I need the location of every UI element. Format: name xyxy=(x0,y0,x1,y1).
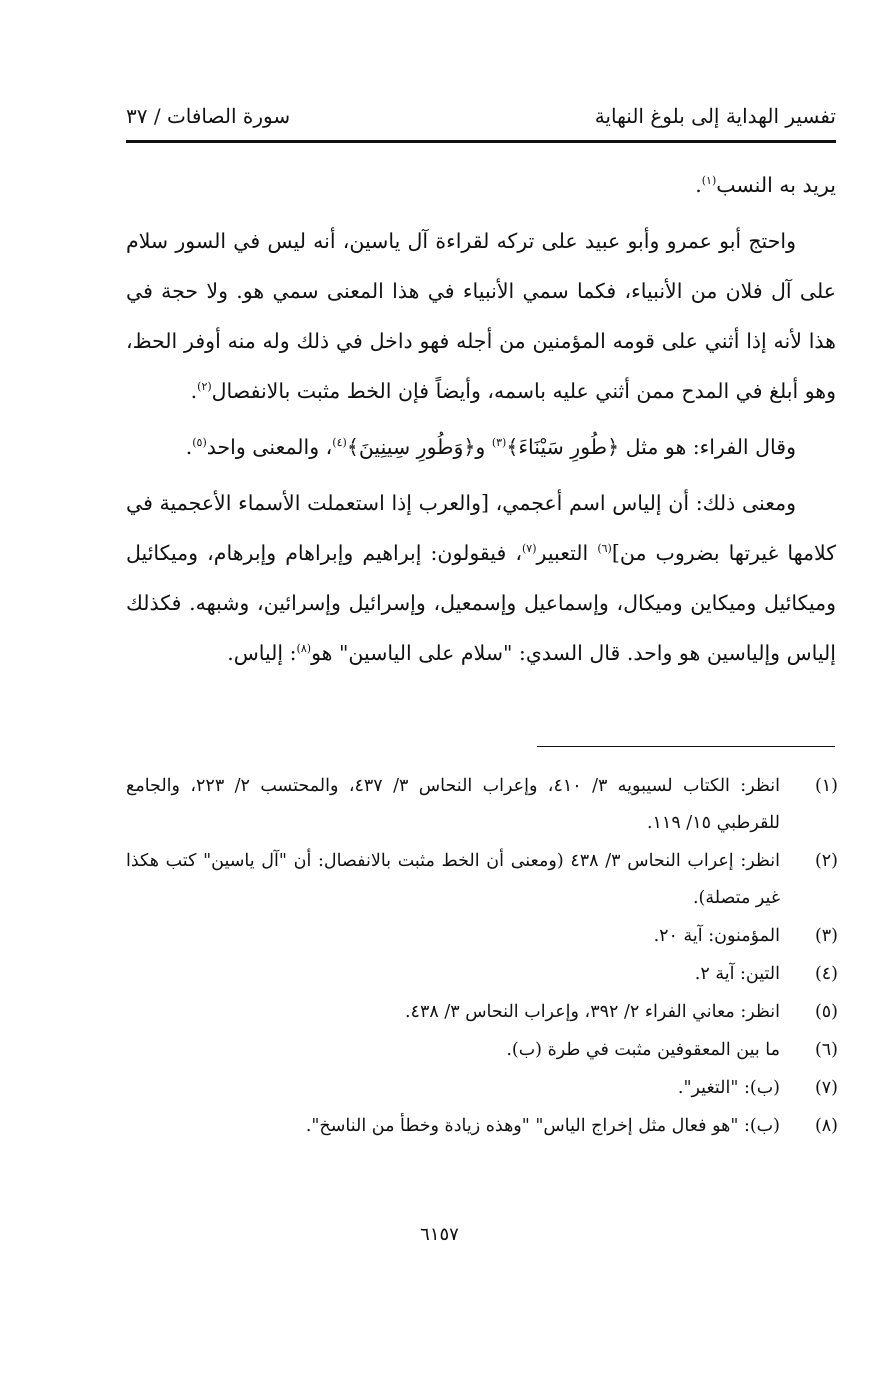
footnote-item xyxy=(126,994,838,1031)
paragraph-text: ومعنى ذلك: أن إلياس اسم أعجمي، [والعرب إذا استعملت الأسماء الأعجمية في كلامها غيرتها بضروب من] xyxy=(126,491,837,565)
footnote-item xyxy=(126,918,838,955)
footnote-item xyxy=(126,1108,838,1145)
paragraph-text: يريد به النسب xyxy=(716,173,836,197)
paragraph-text: وقال الفراء: هو مثل ﴿طُورِ سَيْنَاءَ﴾ xyxy=(506,435,796,459)
footnote-item xyxy=(126,1070,838,1107)
paragraph-3 xyxy=(126,422,836,472)
paragraph-text: واحتج أبو عمرو وأبو عبيد على تركه لقراءة آل ياسين، أنه ليس في السور سلام على آل فلان من الأنبياء، فكما سمي الأنبياء في هذا المعنى سمي هو. ولا حجة في هذا لأنه إذا أثني على قومه المؤمنين من أجله فهو داخل في ذلك وله منه أوفر الحظ، وهو أبلغ في المدح ممن أثني عليه باسمه، وأيضاً فإن الخط مثبت بالانفصال xyxy=(126,229,836,403)
paragraph-text: : إلياس. xyxy=(227,641,297,665)
footnote-number: (٢) xyxy=(814,851,838,871)
footnote-ref-7[interactable]: (٧) xyxy=(522,542,537,556)
footnote-text: انظر: إعراب النحاس ٣/ ٤٣٨ (ومعنى أن الخط مثبت بالانفصال: أن "آل ياسين" كتب هكذا غير متصلة). xyxy=(126,851,780,908)
footnote-number: (٥) xyxy=(814,1002,838,1022)
footnote-divider xyxy=(537,746,835,747)
paragraph-text: . xyxy=(185,435,193,459)
paragraph-text: ، فيقولون: إبراهيم وإبراهام وإبرهام، وميكائيل وميكائيل وميكاين وميكال، وإسماعيل وإسمعيل، وإسرائيل وإسرائين، وشبهه. فكذلك إلياس وإلياسين هو واحد. قال السدي: "سلام على الياسين" هو xyxy=(126,541,836,665)
footnote-ref-3[interactable]: (٣) xyxy=(491,436,507,450)
page-number: ٦١٥٧ xyxy=(420,1224,459,1245)
paragraph-text: و﴿وَطُورِ سِينِينَ﴾ xyxy=(346,435,492,459)
footnote-text: التين: آية ٢. xyxy=(694,964,780,984)
running-header xyxy=(126,92,836,128)
paragraph-4 xyxy=(126,478,836,678)
footnote-number: (٣) xyxy=(814,926,838,946)
footnote-ref-1[interactable]: (١) xyxy=(701,174,717,188)
footnote-ref-6[interactable]: (٦) xyxy=(597,542,612,556)
paragraph-text: التعبير xyxy=(536,541,598,565)
header-divider xyxy=(126,140,836,143)
footnote-ref-4[interactable]: (٤) xyxy=(332,436,347,450)
footnote-ref-8[interactable]: (٨) xyxy=(296,642,312,656)
main-text xyxy=(126,160,836,684)
footnote-item xyxy=(126,1032,838,1069)
footnote-number: (٨) xyxy=(814,1116,838,1136)
footnote-text: المؤمنون: آية ٢٠. xyxy=(653,926,780,946)
paragraph-text: . xyxy=(190,379,198,403)
paragraph-text: ، والمعنى واحد xyxy=(206,435,333,459)
footnote-text: ما بين المعقوفين مثبت في طرة (ب). xyxy=(506,1040,780,1060)
book-title: تفسير الهداية إلى بلوغ النهاية xyxy=(594,104,836,128)
footnote-item xyxy=(126,956,838,993)
paragraph-1 xyxy=(126,160,836,210)
footnote-number: (٦) xyxy=(814,1040,838,1060)
footnote-number: (٧) xyxy=(814,1078,838,1098)
footnote-text: (ب): "هو فعال مثل إخراج الياس" "وهذه زيادة وخطأ من الناسخ". xyxy=(305,1116,780,1136)
footnote-text: انظر: معاني الفراء ٢/ ٣٩٢، وإعراب النحاس ٣/ ٤٣٨. xyxy=(404,1002,780,1022)
footnote-text: (ب): "التغير". xyxy=(677,1078,780,1098)
footnotes xyxy=(126,768,838,1146)
paragraph-2 xyxy=(126,216,836,416)
footnote-number: (١) xyxy=(814,776,838,796)
footnote-item xyxy=(126,843,838,917)
footnote-text: انظر: الكتاب لسيبويه ٣/ ٤١٠، وإعراب النحاس ٣/ ٤٣٧، والمحتسب ٢/ ٢٢٣، والجامع للقرطبي ١٥/ ١١٩. xyxy=(126,776,780,833)
footnote-number: (٤) xyxy=(814,964,838,984)
footnote-ref-2[interactable]: (٢) xyxy=(197,380,212,394)
footnote-item xyxy=(126,768,838,842)
footnote-ref-5[interactable]: (٥) xyxy=(192,436,207,450)
paragraph-text: . xyxy=(695,173,702,197)
surah-title: سورة الصافات / ٣٧ xyxy=(126,104,291,128)
